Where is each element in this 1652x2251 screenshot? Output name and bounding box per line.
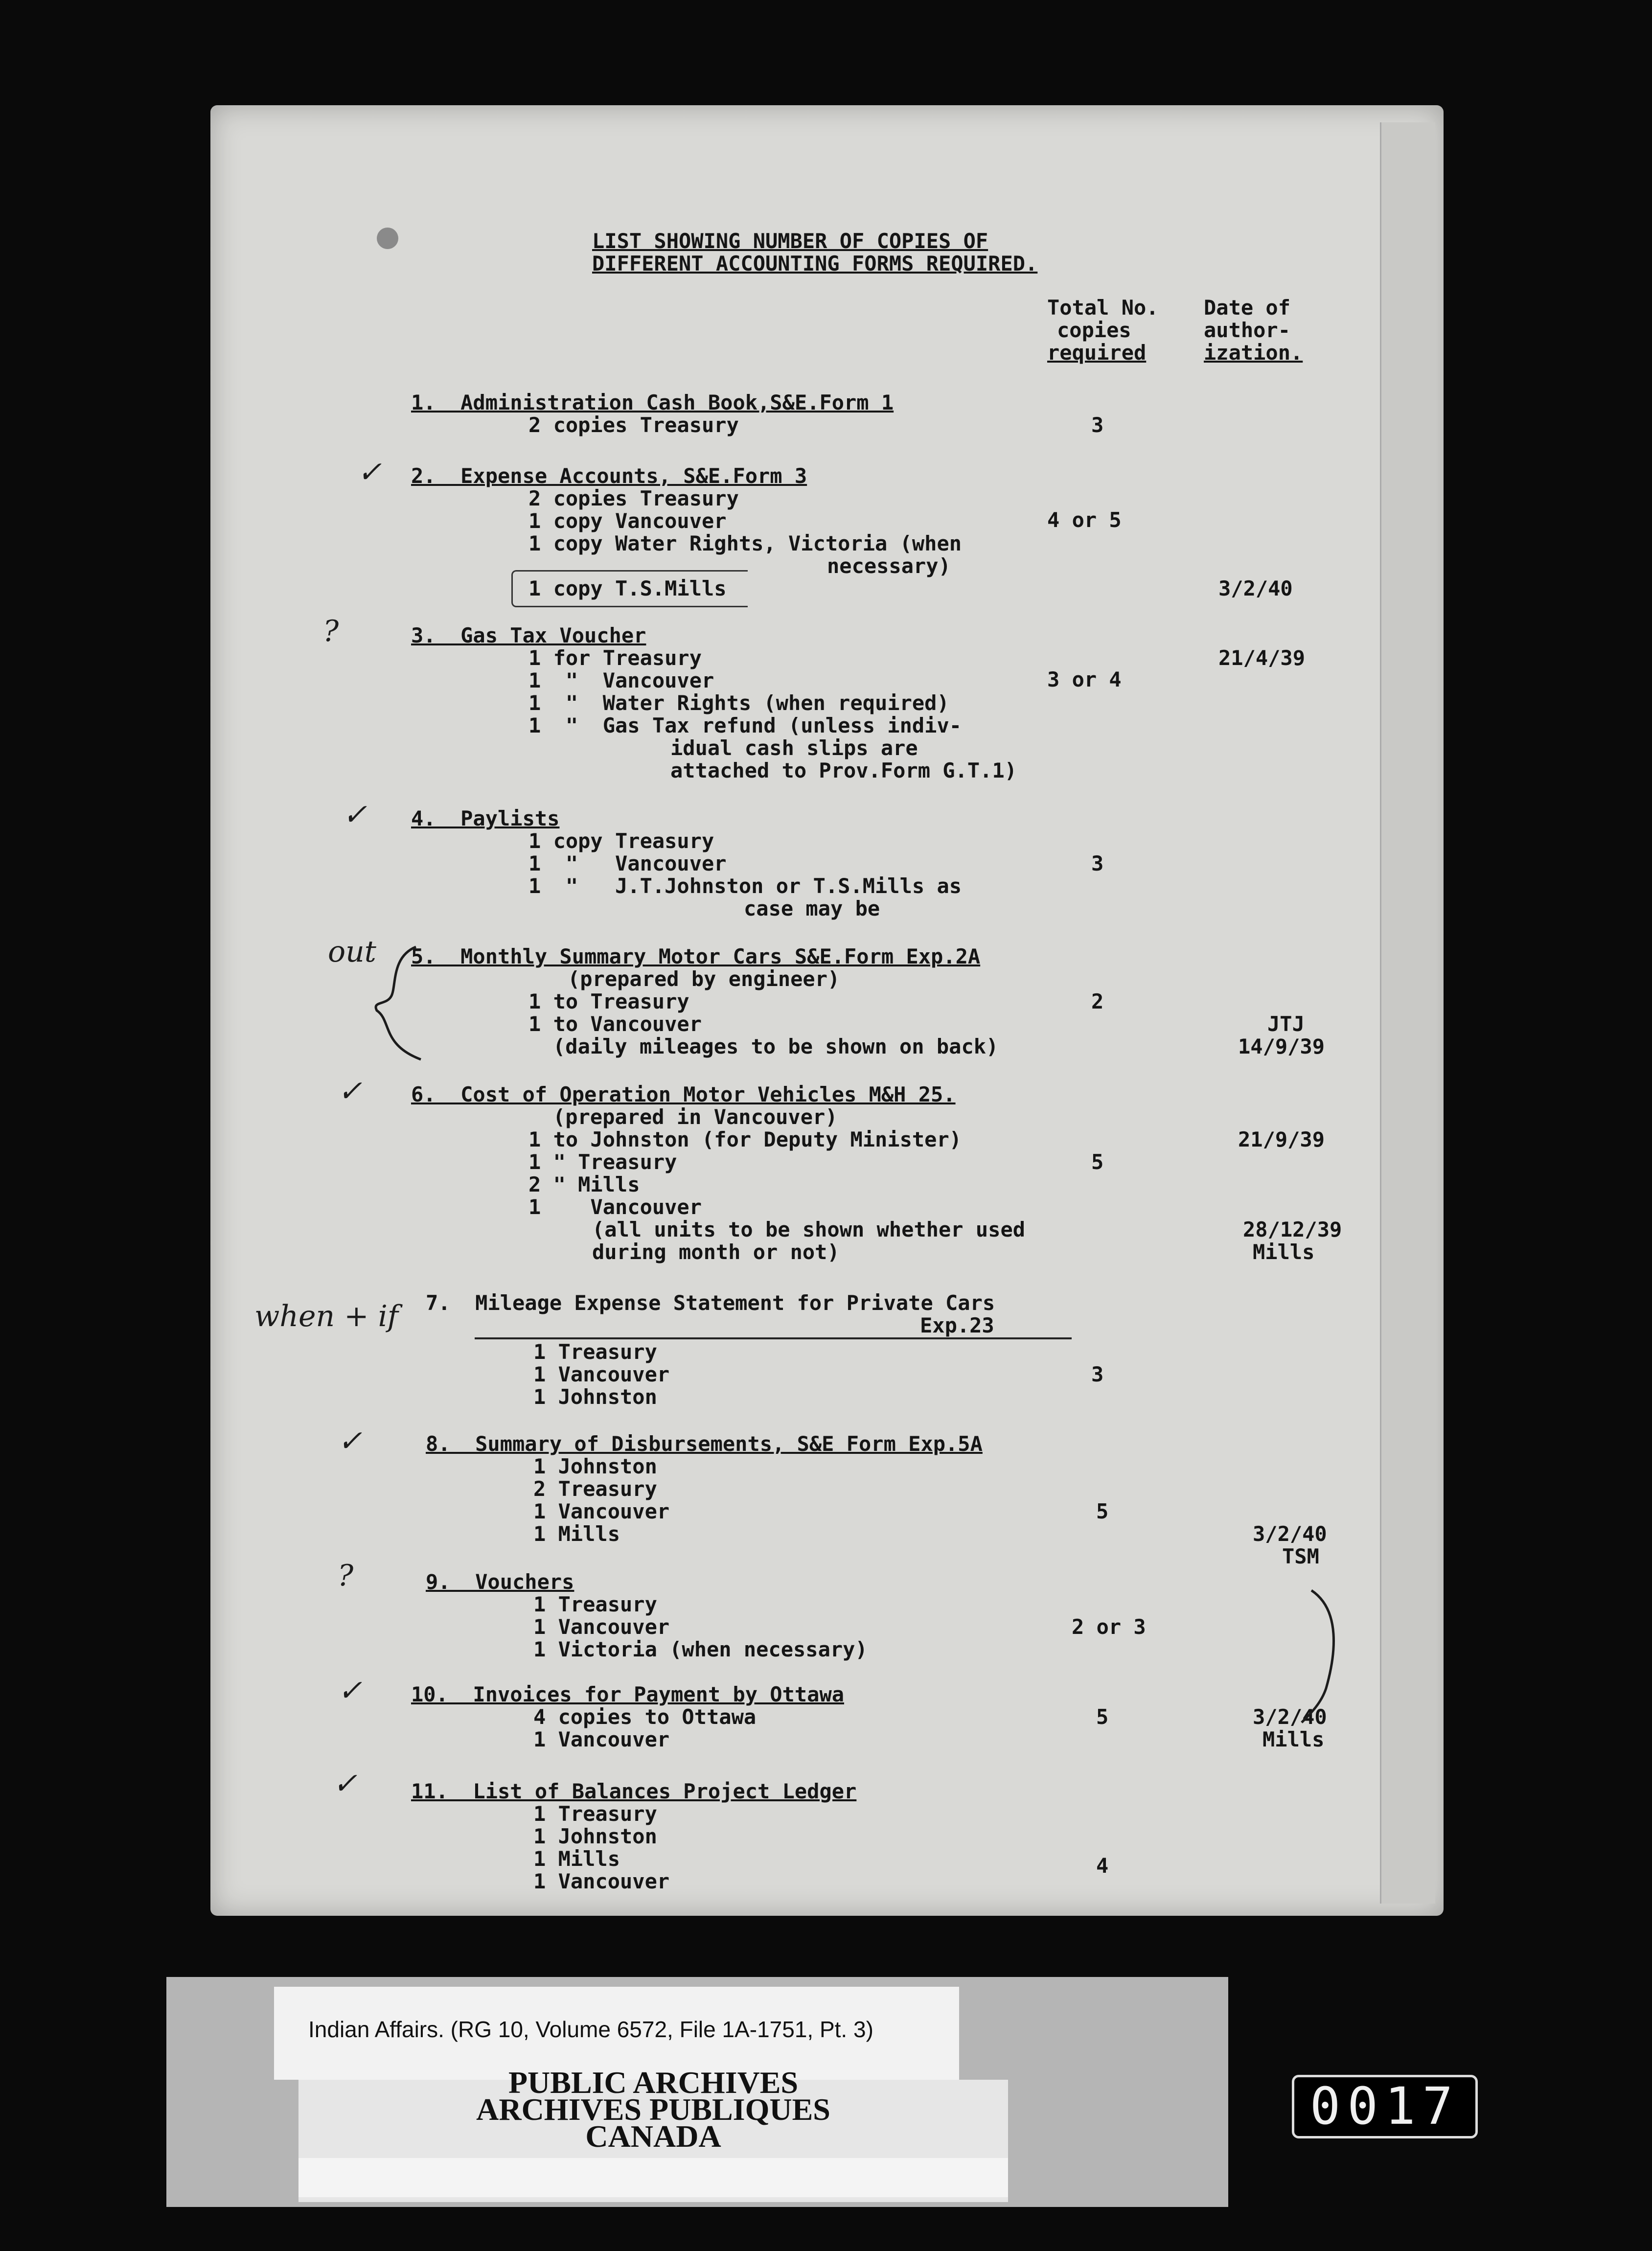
column-header-total: Total No. xyxy=(1047,296,1159,320)
archive-stamp-country: CANADA xyxy=(585,2119,721,2154)
item-line: 1 " Vancouver xyxy=(528,851,727,875)
item-line: necessary) xyxy=(827,554,951,578)
item-heading: 6. Cost of Operation Motor Vehicles M&H 25. xyxy=(411,1082,956,1106)
item-line: 1 Johnston xyxy=(533,1454,657,1478)
item-line: 1 Vancouver xyxy=(528,1195,702,1219)
authorization-date: 3/2/40 xyxy=(1218,576,1293,600)
archive-reference: Indian Affairs. (RG 10, Volume 6572, File 1A-1751, Pt. 3) xyxy=(308,2017,873,2042)
column-header-date: ization. xyxy=(1204,341,1303,365)
item-line: 1 Johnston xyxy=(533,1385,657,1409)
item-line: 1 Vancouver xyxy=(533,1869,670,1893)
item-line: 1 Treasury xyxy=(533,1802,657,1826)
archive-stamp-fr: ARCHIVES PUBLIQUES xyxy=(476,2092,830,2127)
item-line: 1 Treasury xyxy=(533,1340,657,1364)
item-line: 4 copies to Ottawa xyxy=(533,1705,757,1729)
item-line: 1 Johnston xyxy=(533,1824,657,1848)
item-line: 1 Vancouver xyxy=(533,1727,670,1751)
frame-number: 0017 xyxy=(1292,2075,1478,2138)
item-heading: 11. List of Balances Project Ledger xyxy=(411,1779,857,1803)
item-line: case may be xyxy=(744,896,880,920)
total-copies: 3 xyxy=(1091,413,1104,437)
total-copies: 5 xyxy=(1091,1150,1104,1174)
total-copies: 3 xyxy=(1091,1362,1104,1386)
heading-rule xyxy=(475,1337,1072,1339)
item-line: 1 " Vancouver xyxy=(528,668,714,692)
item-line: 2 " Mills xyxy=(528,1172,640,1196)
title-line-1: LIST SHOWING NUMBER OF COPIES OF xyxy=(592,229,988,253)
authorization-name: Mills xyxy=(1253,1240,1315,1264)
margin-note-when-if: when + if xyxy=(254,1299,398,1333)
item-line: (prepared by engineer) xyxy=(568,967,840,991)
item-line: 1 to Vancouver xyxy=(528,1012,702,1036)
item-line: 1 copy Treasury xyxy=(528,829,714,853)
item-line: 1 " Gas Tax refund (unless indiv- xyxy=(528,713,962,737)
item-line: 1 copy Water Rights, Victoria (when xyxy=(528,531,962,555)
item-line: 1 " Treasury xyxy=(528,1150,677,1174)
item-line: 1 Vancouver xyxy=(533,1499,670,1523)
item-heading: 4. Paylists xyxy=(411,806,560,830)
item-line: 1 " J.T.Johnston or T.S.Mills as xyxy=(528,874,962,898)
item-line: during month or not) xyxy=(592,1240,840,1264)
item-line: 1 to Johnston (for Deputy Minister) xyxy=(528,1127,962,1151)
authorization-date: 21/9/39 xyxy=(1238,1127,1325,1151)
authorization-name: Mills xyxy=(1262,1727,1325,1751)
item-heading: 2. Expense Accounts, S&E.Form 3 xyxy=(411,464,807,488)
item-line: 1 copy T.S.Mills xyxy=(528,576,727,600)
column-header-date: author- xyxy=(1204,318,1291,342)
total-copies: 2 xyxy=(1091,989,1104,1013)
item-line: idual cash slips are xyxy=(670,736,918,760)
sheet-edge xyxy=(1380,122,1435,1904)
item-line: (daily mileages to be shown on back) xyxy=(553,1034,999,1058)
question-mark: ? xyxy=(323,614,339,648)
title-line-2: DIFFERENT ACCOUNTING FORMS REQUIRED. xyxy=(592,252,1038,276)
item-line: 1 " Water Rights (when required) xyxy=(528,691,949,715)
item-line: Exp.23 xyxy=(920,1313,994,1337)
item-line: 1 Mills xyxy=(533,1847,620,1871)
check-mark: ✓ xyxy=(343,798,367,832)
column-header-total: copies xyxy=(1057,318,1131,342)
item-line: 1 to Treasury xyxy=(528,989,689,1013)
authorization-date: 21/4/39 xyxy=(1218,646,1306,670)
item-heading: 8. Summary of Disbursements, S&E Form Exp.5A xyxy=(426,1432,983,1456)
check-mark: ✓ xyxy=(338,1424,363,1458)
label-bottom xyxy=(298,2158,1008,2197)
item-line: 2 copies Treasury xyxy=(528,413,739,437)
authorization-initials: JTJ xyxy=(1267,1012,1305,1036)
check-mark: ✓ xyxy=(338,1674,363,1708)
item-line: 1 copy Vancouver xyxy=(528,509,727,533)
authorization-date: 28/12/39 xyxy=(1243,1217,1342,1241)
item-line: (all units to be shown whether used xyxy=(592,1217,1026,1241)
total-copies: 3 or 4 xyxy=(1047,667,1122,691)
check-mark: ✓ xyxy=(338,1074,363,1108)
column-header-date: Date of xyxy=(1204,296,1291,320)
total-copies: 5 xyxy=(1096,1705,1109,1729)
margin-note-out: out xyxy=(328,935,376,969)
item-heading: 10. Invoices for Payment by Ottawa xyxy=(411,1682,845,1706)
punch-hole xyxy=(377,228,398,249)
total-copies: 5 xyxy=(1096,1499,1109,1523)
item-heading: 1. Administration Cash Book,S&E.Form 1 xyxy=(411,390,894,414)
item-line: 2 Treasury xyxy=(533,1477,657,1501)
item-line: 1 for Treasury xyxy=(528,646,702,670)
authorization-date: 3/2/40 xyxy=(1253,1522,1327,1546)
check-mark: ✓ xyxy=(357,455,382,489)
total-copies: 2 or 3 xyxy=(1072,1615,1146,1639)
authorization-initials: TSM xyxy=(1282,1544,1319,1568)
item-heading: 9. Vouchers xyxy=(426,1570,574,1594)
item-line: (prepared in Vancouver) xyxy=(553,1105,838,1129)
question-mark: ? xyxy=(338,1559,354,1593)
authorization-date: 14/9/39 xyxy=(1238,1034,1325,1058)
handwritten-arrow xyxy=(1282,1581,1346,1727)
item-line: 1 Vancouver xyxy=(533,1615,670,1639)
bracket-mark xyxy=(511,570,748,607)
item-heading: 7. Mileage Expense Statement for Private Cars xyxy=(426,1291,995,1315)
check-mark: ✓ xyxy=(333,1767,358,1801)
item-line: 1 Mills xyxy=(533,1522,620,1546)
column-header-total: required xyxy=(1047,341,1147,365)
item-line: 2 copies Treasury xyxy=(528,486,739,510)
item-line: 1 Victoria (when necessary) xyxy=(533,1637,868,1661)
total-copies: 4 or 5 xyxy=(1047,508,1122,532)
item-line: 1 Vancouver xyxy=(533,1362,670,1386)
item-heading: 5. Monthly Summary Motor Cars S&E.Form Exp.2A xyxy=(411,944,981,968)
brace-mark xyxy=(362,942,431,1064)
item-heading: 3. Gas Tax Voucher xyxy=(411,623,646,647)
archive-stamp-en: PUBLIC ARCHIVES xyxy=(508,2065,799,2100)
item-line: 1 Treasury xyxy=(533,1592,657,1616)
total-copies: 3 xyxy=(1091,851,1104,875)
authorization-date: 3/2/40 xyxy=(1253,1705,1327,1729)
item-line: attached to Prov.Form G.T.1) xyxy=(670,758,1017,782)
total-copies: 4 xyxy=(1096,1854,1109,1878)
